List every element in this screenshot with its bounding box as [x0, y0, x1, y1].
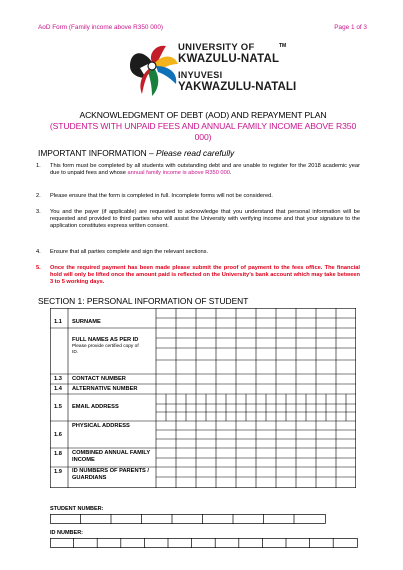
- page-number: Page 1 of 3: [334, 24, 367, 31]
- student-number-boxes[interactable]: [50, 514, 326, 524]
- row-number: 1.1: [54, 319, 62, 325]
- personal-information-table: [50, 308, 356, 488]
- row-number: 1.6: [54, 432, 62, 438]
- row-number: 1.8: [54, 451, 62, 457]
- logo-text-line3: INYUVESI: [178, 70, 223, 80]
- document-subtitle-line1: (STUDENTS WITH UNPAID FEES AND ANNUAL FAMILY INCOME ABOVE R350: [49, 121, 357, 131]
- logo-text-line2: KWAZULU-NATAL: [178, 53, 280, 65]
- parents-id-label: ID NUMBERS OF PARENTS / GUARDIANS: [72, 468, 149, 481]
- contact-number-label: CONTACT NUMBER: [72, 376, 126, 382]
- surname-label: SURNAME: [72, 319, 101, 325]
- instruction-highlight: annual family income is above R350 000: [127, 170, 230, 177]
- instruction-number: 2.: [36, 193, 41, 199]
- instruction-item: [36, 249, 360, 256]
- instruction-text-end: .: [229, 170, 232, 177]
- row-number: 1.3: [54, 376, 62, 382]
- instruction-number: 4.: [36, 249, 41, 255]
- instruction-item: [36, 163, 360, 177]
- student-number-label: STUDENT NUMBER:: [50, 506, 104, 512]
- physical-address-label: PHYSICAL ADDRESS: [72, 423, 130, 429]
- full-names-label: FULL NAMES AS PER ID: [72, 337, 139, 343]
- instruction-text: You and the payer (if applicable) are requested to acknowledge that you understand that personal information will be requested and provided to third parties who will assist the University with verifying income and that your signature to the application constitutes express written consent.: [50, 209, 360, 230]
- important-label: IMPORTANT INFORMATION –: [38, 148, 157, 158]
- logo-text-line1: UNIVERSITY OF: [178, 42, 255, 53]
- instruction-item-warning: [36, 265, 360, 287]
- instruction-item: [36, 193, 360, 200]
- row-number: 1.9: [54, 469, 62, 475]
- instruction-text: Please ensure that the form is completed in full. Incomplete forms will not be considered.: [50, 193, 273, 199]
- instruction-text: Ensure that all parties complete and sign the relevant sections.: [50, 249, 209, 255]
- instruction-text: Once the required payment has been made please submit the proof of payment to the fees office. The financial hold will only be lifted once the amount paid is reflected on the University’s bank account which may take between 3 to 5 working days.: [50, 265, 360, 286]
- instruction-item: [36, 209, 360, 231]
- important-information-heading: [38, 148, 234, 158]
- document-title: ACKNOWLEDGMENT OF DEBT (AOD) AND REPAYMENT PLAN: [79, 110, 327, 120]
- id-number-label: ID NUMBER:: [50, 530, 83, 536]
- row-number: 1.5: [54, 404, 62, 410]
- instruction-number: 1.: [36, 163, 41, 169]
- alternative-number-label: ALTERNATIVE NUMBER: [72, 386, 138, 392]
- instruction-number: 5.: [36, 265, 41, 271]
- logo-text-line4: YAKWAZULU-NATALI: [178, 81, 297, 93]
- instruction-text: This form must be completed by all students with outstanding debt and are unable to register for the 2018 academic year due to unpaid fees and whose: [50, 163, 360, 177]
- trademark: TM: [279, 43, 287, 49]
- important-emphasis: Please read carefully: [156, 148, 235, 158]
- id-number-boxes[interactable]: [50, 538, 358, 548]
- family-income-label: COMBINED ANNUAL FAMILY INCOME: [72, 450, 151, 463]
- full-names-hint: Please provide certified copy of ID.: [72, 344, 139, 355]
- form-header-title: AoD Form (Family income above R350 000): [38, 24, 164, 31]
- instruction-number: 3.: [36, 209, 41, 215]
- section-1-title: SECTION 1: PERSONAL INFORMATION OF STUDENT: [38, 296, 249, 306]
- document-subtitle-line2: 000): [194, 132, 212, 142]
- email-address-label: EMAIL ADDRESS: [72, 404, 119, 410]
- row-number: 1.4: [54, 386, 62, 392]
